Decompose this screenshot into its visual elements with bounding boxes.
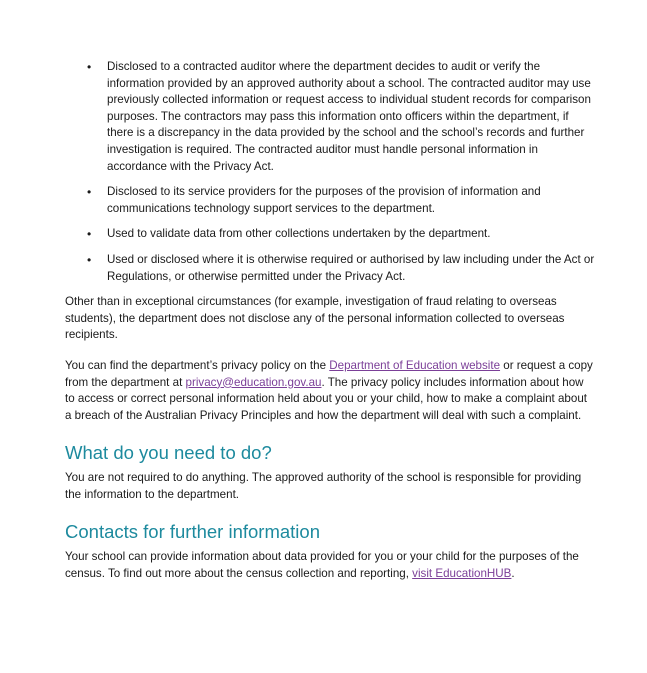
bullet-icon: • [87, 252, 92, 267]
section-heading-contacts: Contacts for further information [65, 521, 320, 543]
list-item [65, 226, 595, 243]
department-website-link[interactable]: Department of Education website [329, 358, 501, 372]
list-item-text: Used or disclosed where it is otherwise required or authorised by law including under the Act or Regulations, or otherwise permitted under the Privacy Act. [107, 252, 595, 283]
section-heading-what-to-do: What do you need to do? [65, 442, 272, 464]
list-item-text: Disclosed to its service providers for the purposes of the provision of information and communications technology support services to the department. [107, 185, 541, 215]
privacy-text-2: or request a copy from the department at [65, 358, 593, 389]
list-item [65, 252, 595, 285]
list-item [65, 184, 595, 217]
bullet-icon: • [87, 227, 92, 242]
bullet-icon: • [87, 60, 92, 74]
privacy-text-1: You can find the department’s privacy policy on the [65, 358, 330, 372]
contacts-text-1: Your school can provide information about data provided for you or your child for the purposes of the census. To find out more about the census collection and reporting, [65, 550, 579, 581]
overseas-paragraph: Other than in exceptional circumstances (for example, investigation of fraud relating to overseas students), the department does not disclose any of the personal information collected to overseas recipients. [65, 295, 565, 342]
list-item [65, 59, 595, 175]
bullet-list [65, 59, 595, 285]
document-page [65, 59, 595, 593]
bullet-icon: • [87, 185, 92, 200]
privacy-email-link[interactable]: privacy@education.gov.au [185, 375, 322, 389]
list-item-text: Disclosed to a contracted auditor where the department decides to audit or verify the information provided by an approved authority about a school. The contracted auditor may use previously collected information or request access to individual student records for comparison purposes. The contractors may pass this information onto officers within the department, if there is a discrepancy in the data provided by the school and the school’s records and further investigation is required. The contracted auditor must handle personal information in accordance with the Privacy Act. [107, 60, 591, 173]
contacts-text-2: . [511, 567, 515, 581]
privacy-paragraph [65, 358, 595, 424]
contacts-paragraph [65, 549, 595, 582]
what-to-do-paragraph: You are not required to do anything. The approved authority of the school is responsible for providing the information to the department. [65, 471, 582, 501]
educationhub-link[interactable]: visit EducationHUB [412, 567, 512, 581]
privacy-text-3: . The privacy policy includes information about how to access or correct personal information held about you or your child, how to make a complaint about a breach of the Australian Privacy Principles and how the department will deal with such a complaint. [65, 375, 587, 422]
list-item-text: Used to validate data from other collections undertaken by the department. [107, 227, 491, 241]
